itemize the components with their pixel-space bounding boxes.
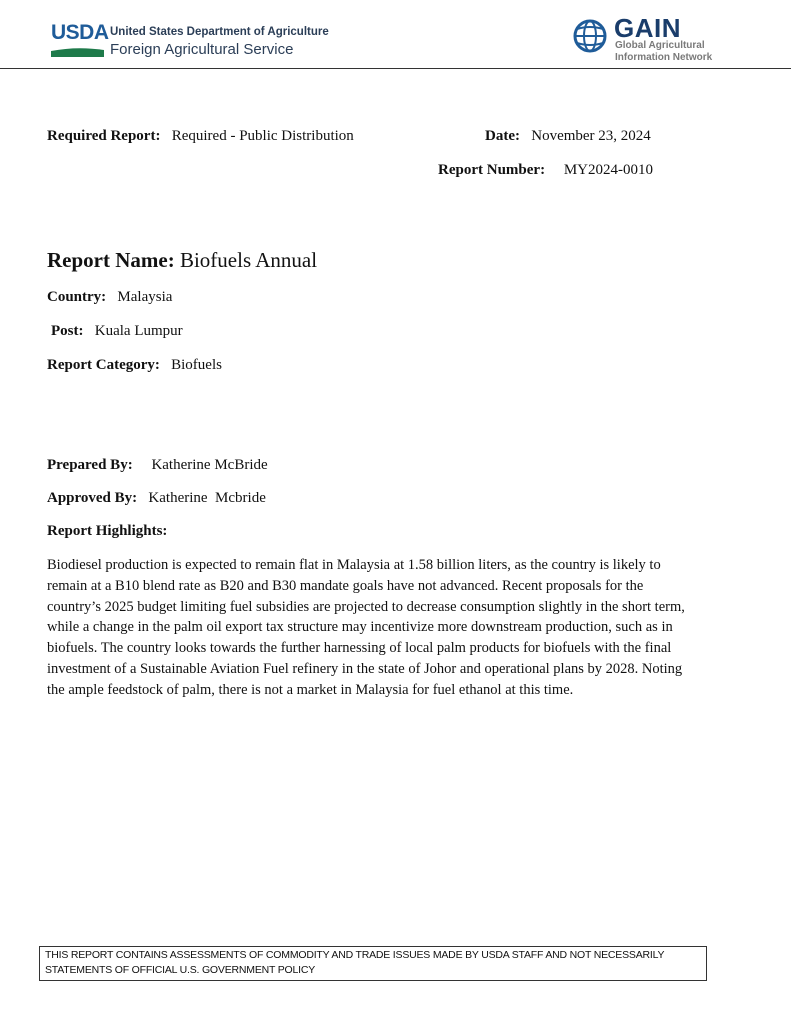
usda-swoosh-icon <box>51 47 104 57</box>
header-divider <box>0 68 791 69</box>
date-row <box>485 128 651 145</box>
gain-subtitle-line2: Information Network <box>615 52 713 63</box>
country-row <box>47 289 172 306</box>
report-name-value: Biofuels Annual <box>179 248 318 272</box>
report-name-label: Report Name: <box>47 248 175 272</box>
report-category-label: Report Category: <box>47 357 160 373</box>
required-report-label: Required Report: <box>47 128 161 144</box>
usda-wordmark: USDA <box>51 21 109 44</box>
gain-globe-icon <box>572 18 608 54</box>
agency-service: Foreign Agricultural Service <box>110 41 294 58</box>
approved-by-value: Katherine Mcbride <box>148 490 266 506</box>
report-category-value: Biofuels <box>171 357 222 373</box>
country-value: Malaysia <box>117 289 173 305</box>
highlights-heading: Report Highlights: <box>47 523 168 539</box>
report-category-row <box>47 357 222 374</box>
agency-department: United States Department of Agriculture <box>110 26 329 38</box>
prepared-by-label: Prepared By: <box>47 457 133 473</box>
date-value: November 23, 2024 <box>531 128 651 144</box>
policy-disclaimer: THIS REPORT CONTAINS ASSESSMENTS OF COMMODITY AND TRADE ISSUES MADE BY USDA STAFF AND NOT NECESSARILY STATEMENTS OF OFFICIAL U.S. GOVERNMENT POLICY <box>39 946 707 981</box>
post-label: Post: <box>51 323 84 339</box>
report-number-label: Report Number: <box>438 162 546 178</box>
approved-by-row <box>47 490 266 507</box>
gain-wordmark: GAIN <box>614 13 681 43</box>
prepared-by-row <box>47 457 268 474</box>
date-label: Date: <box>485 128 520 144</box>
prepared-by-value: Katherine McBride <box>151 457 268 473</box>
approved-by-label: Approved By: <box>47 490 138 506</box>
gain-subtitle-line1: Global Agricultural <box>615 40 705 51</box>
required-report-row <box>47 128 354 145</box>
post-row <box>51 323 183 340</box>
usda-logo <box>51 21 109 62</box>
report-name-row <box>47 248 317 273</box>
report-number-value: MY2024-0010 <box>563 162 653 178</box>
report-number-row <box>438 162 653 179</box>
required-report-value: Required - Public Distribution <box>171 128 354 144</box>
highlights-body: Biodiesel production is expected to remain flat in Malaysia at 1.58 billion liters, as the country is likely to remain at a B10 blend rate as B20 and B30 mandate goals have not advanced. Recent proposals for the country’s 2025 budget limiting fuel subsidies are projected to decrease consumption slightly in the short term, while a change in the palm oil export tax structure may incentivize more downstream production, such as in biofuels. The country looks towards the further harnessing of local palm products for biofuels with the final investment of a Sustainable Aviation Fuel refinery in the state of Johor and operational plans by 2028. Noting the ample feedstock of palm, there is not a market in Malaysia for fuel ethanol at this time. <box>47 557 685 698</box>
country-label: Country: <box>47 289 107 305</box>
post-value: Kuala Lumpur <box>94 323 183 339</box>
